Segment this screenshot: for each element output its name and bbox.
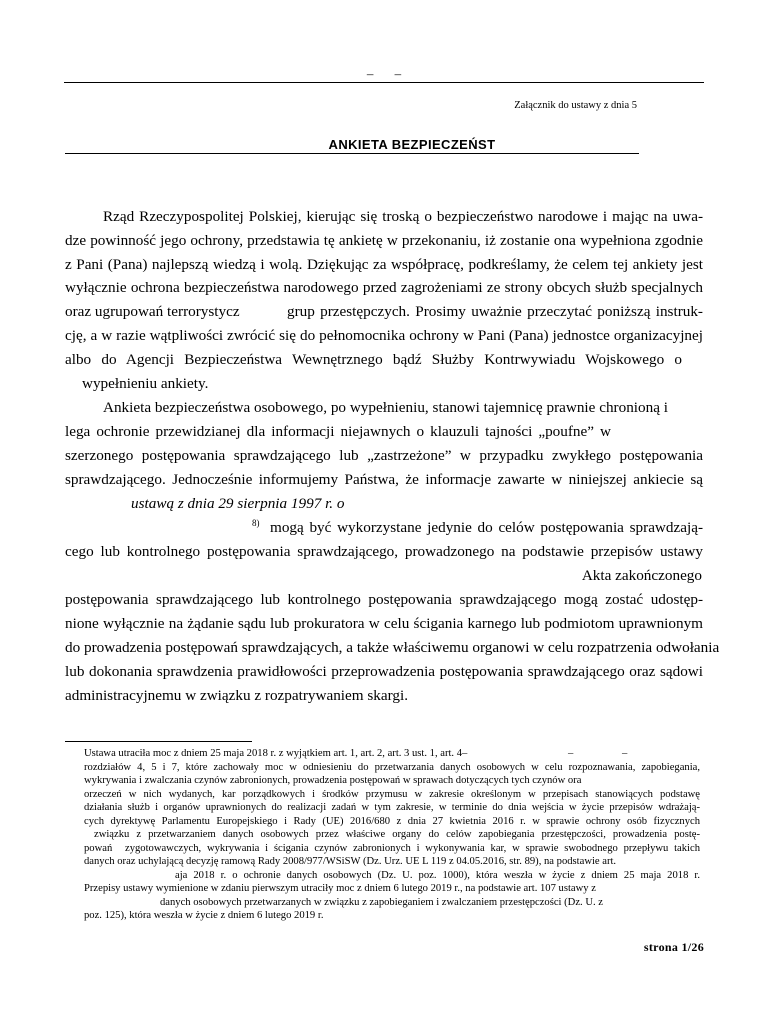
body-line: lega ochronie przewidzianej dla informacji niejawnych o klauzuli tajności „poufne” w <box>65 423 611 440</box>
footnote-line: danych oraz uchylającą decyzję ramową Rady 2008/977/WSiSW (Dz. Urz. UE L 119 z 04.05.2016, str. 89), na podstawie art. <box>84 856 617 867</box>
body-line: z Pani (Pana) najlepszą wiedzą i wolą. Dziękując za współpracę, podkreślamy, że celem tej ankiety jest <box>65 256 703 273</box>
footnote-line: cych dyrektywę Parlamentu Europejskiego i Rady (UE) 2016/680 z dnia 27 kwietnia 2016 r. w sprawie ochrony osób fizycznych <box>84 816 700 827</box>
footnote-line: poz. 125), która weszła w życie z dniem 6 lutego 2019 r. <box>84 910 324 921</box>
body-line: postępowania sprawdzającego lub kontrolnego postępowania sprawdzającego mogą zostać udostęp- <box>65 591 703 608</box>
body-line-italic: ustawą z dnia 29 sierpnia 1997 r. o <box>131 495 345 512</box>
body-line: szerzonego postępowania sprawdzającego lub „zastrzeżone” w przypadku zwykłego postępowania <box>65 447 703 464</box>
body-line: mogą być wykorzystane jedynie do celów postępowania sprawdzają- <box>270 519 703 536</box>
body-line: albo do Agencji Bezpieczeństwa Wewnętrznego bądź Służby Kontrwywiadu Wojskowego o <box>65 351 682 368</box>
footnote-line: – <box>622 748 628 759</box>
annex-label: Załącznik do ustawy z dnia 5 <box>514 100 637 111</box>
footnote-line: rozdziałów 4, 5 i 7, które zachowały moc w odniesieniu do przetwarzania danych osobowych w celu rozpoznawania, zapobiegania, <box>84 762 700 773</box>
body-line: Ankieta bezpieczeństwa osobowego, po wypełnieniu, stanowi tajemnicę prawnie chronioną i <box>103 399 668 416</box>
footnote-line: Ustawa utraciła moc z dniem 25 maja 2018 r. z wyjątkiem art. 1, art. 2, art. 3 ust. 1, art. 4– <box>84 748 468 759</box>
body-line: cję, a w razie wątpliwości zwrócić się do pełnomocnika ochrony w Pani (Pana) jednostce organizacyjnej <box>65 327 703 344</box>
body-line: sprawdzającego. Jednocześnie informujemy Państwa, że informacje zawarte w niniejszej ankiecie są <box>65 471 703 488</box>
footnote-line: Przepisy ustawy wymienione w zdaniu pierwszym utraciły moc z dniem 6 lutego 2019 r., na podstawie art. 107 ustawy z <box>84 883 596 894</box>
footnote-line: zygotowawczych, wykrywania i ścigania czynów zabronionych i wykonywania kar, w sprawie swobodnego przepływu takich <box>125 843 700 854</box>
body-line: lub dokonania sprawdzenia prawidłowości przeprowadzenia postępowania sprawdzającego oraz sądowi <box>65 663 703 680</box>
footnote-line: wykrywania i zwalczania czynów zabronionych, prowadzenia postępowań w sprawach dotyczących tych czynów ora <box>84 775 582 786</box>
body-line: Akta zakończonego <box>581 567 702 584</box>
body-line: wypełnieniu ankiety. <box>82 375 209 392</box>
body-line: wyłącznie ochrona bezpieczeństwa narodowego przed zagrożeniami ze strony obcych służb specjalnych <box>65 279 703 296</box>
footnote-line: orzeczeń w nich wydanych, kar porządkowych i środków przymusu w zakresie określonym w przepisach stanowiących podstawę <box>84 789 700 800</box>
footnote-rule <box>65 741 252 742</box>
header-marks: – – <box>366 66 402 81</box>
body-line: cego lub kontrolnego postępowania sprawdzającego, prowadzonego na podstawie przepisów ustawy <box>65 543 703 560</box>
footnote-reference: 8) <box>252 518 260 528</box>
footnote-line: danych osobowych przetwarzanych w związku z zapobieganiem i zwalczaniem przestępczości (Dz. U. z <box>160 897 603 908</box>
page-number: strona 1/26 <box>643 940 704 954</box>
body-line: administracyjnemu w związku z rozpatrywaniem skargi. <box>65 687 409 704</box>
body-line: grup przestępczych. Prosimy uważnie przeczytać poniższą instruk- <box>287 303 703 320</box>
footnote-line: aja 2018 r. o ochronie danych osobowych (Dz. U. poz. 1000), która weszła w życie z dniem 25 maja 2018 r. <box>175 870 700 881</box>
document-title: ANKIETA BEZPIECZEŃST <box>65 137 639 154</box>
body-line: nione wyłącznie na żądanie sądu lub prokuratora w celu ścigania karnego lub podmiotom uprawnionym <box>65 615 703 632</box>
body-line: dze powinność jego ochrony, przedstawia tę ankietę w przekonaniu, iż zostanie ona wypełniona zgodnie <box>65 232 703 249</box>
footnote-line: związku z przetwarzaniem danych osobowych przez właściwe organy do celów zapobiegania przestępczości, prowadzenia postę- <box>94 829 700 840</box>
body-line: do prowadzenia postępowań sprawdzających, a także właściwemu organowi w celu rozpatrzenia odwołania <box>65 639 720 656</box>
body-line: Rząd Rzeczypospolitej Polskiej, kierując się troską o bezpieczeństwo narodowe i mając na uwa- <box>103 208 703 225</box>
body-line: oraz ugrupowań terrorystycz <box>65 303 240 320</box>
footnote-line: działania służb i organów uprawnionych do realizacji zadań w tym zakresie, w terminie do dnia wejścia w życie przepisów wdrażają- <box>84 802 700 813</box>
footnote-line: – <box>568 748 574 759</box>
header-rule <box>64 82 704 83</box>
footnote-line: powań <box>84 843 113 854</box>
